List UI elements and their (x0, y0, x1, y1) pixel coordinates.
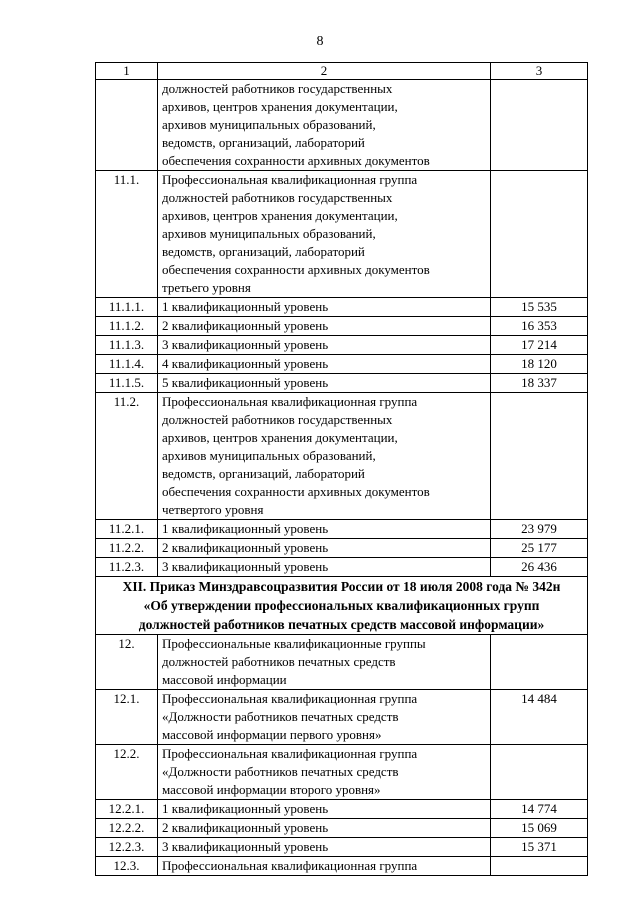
table-body (96, 80, 588, 876)
description-line: должностей работников государственных (162, 81, 393, 96)
row-value: 23 979 (491, 520, 588, 539)
row-number: 11.1.2. (96, 317, 158, 336)
row-description (158, 374, 491, 393)
description-line: ведомств, организаций, лабораторий (162, 466, 365, 481)
row-number: 12.2.2. (96, 819, 158, 838)
description-line: массовой информации первого уровня» (162, 727, 382, 742)
table-row (96, 558, 588, 577)
row-number: 11.2.2. (96, 539, 158, 558)
description-line: обеспечения сохранности архивных документов (162, 262, 430, 277)
table-row (96, 819, 588, 838)
row-description (158, 819, 491, 838)
row-number: 12.1. (96, 690, 158, 745)
row-value (491, 80, 588, 171)
row-value (491, 745, 588, 800)
row-value: 15 535 (491, 298, 588, 317)
table-row (96, 520, 588, 539)
row-value: 18 337 (491, 374, 588, 393)
row-description (158, 635, 491, 690)
description-line: 2 квалификационный уровень (162, 540, 329, 555)
row-description (158, 171, 491, 298)
description-line: архивов, центров хранения документации, (162, 208, 398, 223)
row-number: 11.2. (96, 393, 158, 520)
row-description (158, 857, 491, 876)
description-line: 1 квалификационный уровень (162, 299, 329, 314)
page-number: 8 (316, 34, 324, 49)
section-heading-line: «Об утверждении профессиональных квалификационных групп (143, 598, 540, 613)
description-line: 5 квалификационный уровень (162, 375, 329, 390)
table-header-row (96, 63, 588, 80)
description-line: обеспечения сохранности архивных документов (162, 153, 430, 168)
description-line: массовой информации второго уровня» (162, 782, 381, 797)
row-value: 17 214 (491, 336, 588, 355)
row-number: 11.1.4. (96, 355, 158, 374)
description-line: «Должности работников печатных средств (162, 709, 399, 724)
row-number: 11.1.5. (96, 374, 158, 393)
description-line: 4 квалификационный уровень (162, 356, 329, 371)
qualification-table (95, 62, 588, 876)
table-row (96, 374, 588, 393)
description-line: 2 квалификационный уровень (162, 318, 329, 333)
description-line: 2 квалификационный уровень (162, 820, 329, 835)
description-line: обеспечения сохранности архивных документов (162, 484, 430, 499)
description-line: третьего уровня (162, 280, 251, 295)
table-row (96, 355, 588, 374)
description-line: Профессиональная квалификационная группа (162, 746, 418, 761)
column-header-3: 3 (491, 63, 588, 80)
row-description (158, 80, 491, 171)
row-value (491, 857, 588, 876)
description-line: архивов муниципальных образований, (162, 226, 376, 241)
table-row (96, 317, 588, 336)
description-line: Профессиональная квалификационная группа (162, 691, 418, 706)
row-description (158, 336, 491, 355)
row-value: 16 353 (491, 317, 588, 336)
table-row (96, 393, 588, 520)
description-line: 3 квалификационный уровень (162, 839, 329, 854)
row-description (158, 317, 491, 336)
row-value (491, 393, 588, 520)
row-value (491, 635, 588, 690)
description-line: должностей работников государственных (162, 412, 393, 427)
row-value: 14 774 (491, 800, 588, 819)
row-description (158, 690, 491, 745)
description-line: ведомств, организаций, лабораторий (162, 244, 365, 259)
row-number: 12.2. (96, 745, 158, 800)
description-line: должностей работников государственных (162, 190, 393, 205)
row-description (158, 539, 491, 558)
table-row (96, 539, 588, 558)
row-description (158, 558, 491, 577)
column-header-2: 2 (158, 63, 491, 80)
row-number: 12. (96, 635, 158, 690)
row-description (158, 355, 491, 374)
description-line: Профессиональная квалификационная группа (162, 858, 418, 873)
row-description (158, 520, 491, 539)
section-heading-line: XII. Приказ Минздравсоцразвития России от 18 июля 2008 года № 342н (122, 579, 561, 594)
row-number: 11.1. (96, 171, 158, 298)
description-line: должностей работников печатных средств (162, 654, 396, 669)
description-line: архивов, центров хранения документации, (162, 430, 398, 445)
description-line: ведомств, организаций, лабораторий (162, 135, 365, 150)
row-value: 15 069 (491, 819, 588, 838)
table-row (96, 800, 588, 819)
row-number: 11.1.3. (96, 336, 158, 355)
table-row (96, 171, 588, 298)
row-value: 14 484 (491, 690, 588, 745)
row-value: 25 177 (491, 539, 588, 558)
description-line: архивов муниципальных образований, (162, 448, 376, 463)
row-number: 11.1.1. (96, 298, 158, 317)
section-heading-row (96, 577, 588, 635)
description-line: Профессиональная квалификационная группа (162, 172, 418, 187)
table-row (96, 857, 588, 876)
row-number: 12.2.3. (96, 838, 158, 857)
table-row (96, 298, 588, 317)
section-heading-line: должностей работников печатных средств массовой информации» (138, 617, 545, 632)
description-line: массовой информации (162, 672, 287, 687)
row-number: 12.2.1. (96, 800, 158, 819)
row-description (158, 838, 491, 857)
row-description (158, 393, 491, 520)
table-row (96, 80, 588, 171)
row-value (491, 171, 588, 298)
row-number (96, 80, 158, 171)
table-row (96, 635, 588, 690)
row-number: 12.3. (96, 857, 158, 876)
table-row (96, 745, 588, 800)
row-value: 26 436 (491, 558, 588, 577)
column-header-1: 1 (96, 63, 158, 80)
description-line: Профессиональные квалификационные группы (162, 636, 426, 651)
description-line: 1 квалификационный уровень (162, 801, 329, 816)
row-description (158, 745, 491, 800)
description-line: «Должности работников печатных средств (162, 764, 399, 779)
description-line: архивов, центров хранения документации, (162, 99, 398, 114)
description-line: 1 квалификационный уровень (162, 521, 329, 536)
row-number: 11.2.3. (96, 558, 158, 577)
row-description (158, 298, 491, 317)
description-line: четвертого уровня (162, 502, 264, 517)
row-value: 18 120 (491, 355, 588, 374)
table-row (96, 838, 588, 857)
row-number: 11.2.1. (96, 520, 158, 539)
table-row (96, 690, 588, 745)
description-line: Профессиональная квалификационная группа (162, 394, 418, 409)
row-value: 15 371 (491, 838, 588, 857)
description-line: архивов муниципальных образований, (162, 117, 376, 132)
description-line: 3 квалификационный уровень (162, 559, 329, 574)
description-line: 3 квалификационный уровень (162, 337, 329, 352)
section-heading (96, 577, 588, 635)
row-description (158, 800, 491, 819)
table-row (96, 336, 588, 355)
